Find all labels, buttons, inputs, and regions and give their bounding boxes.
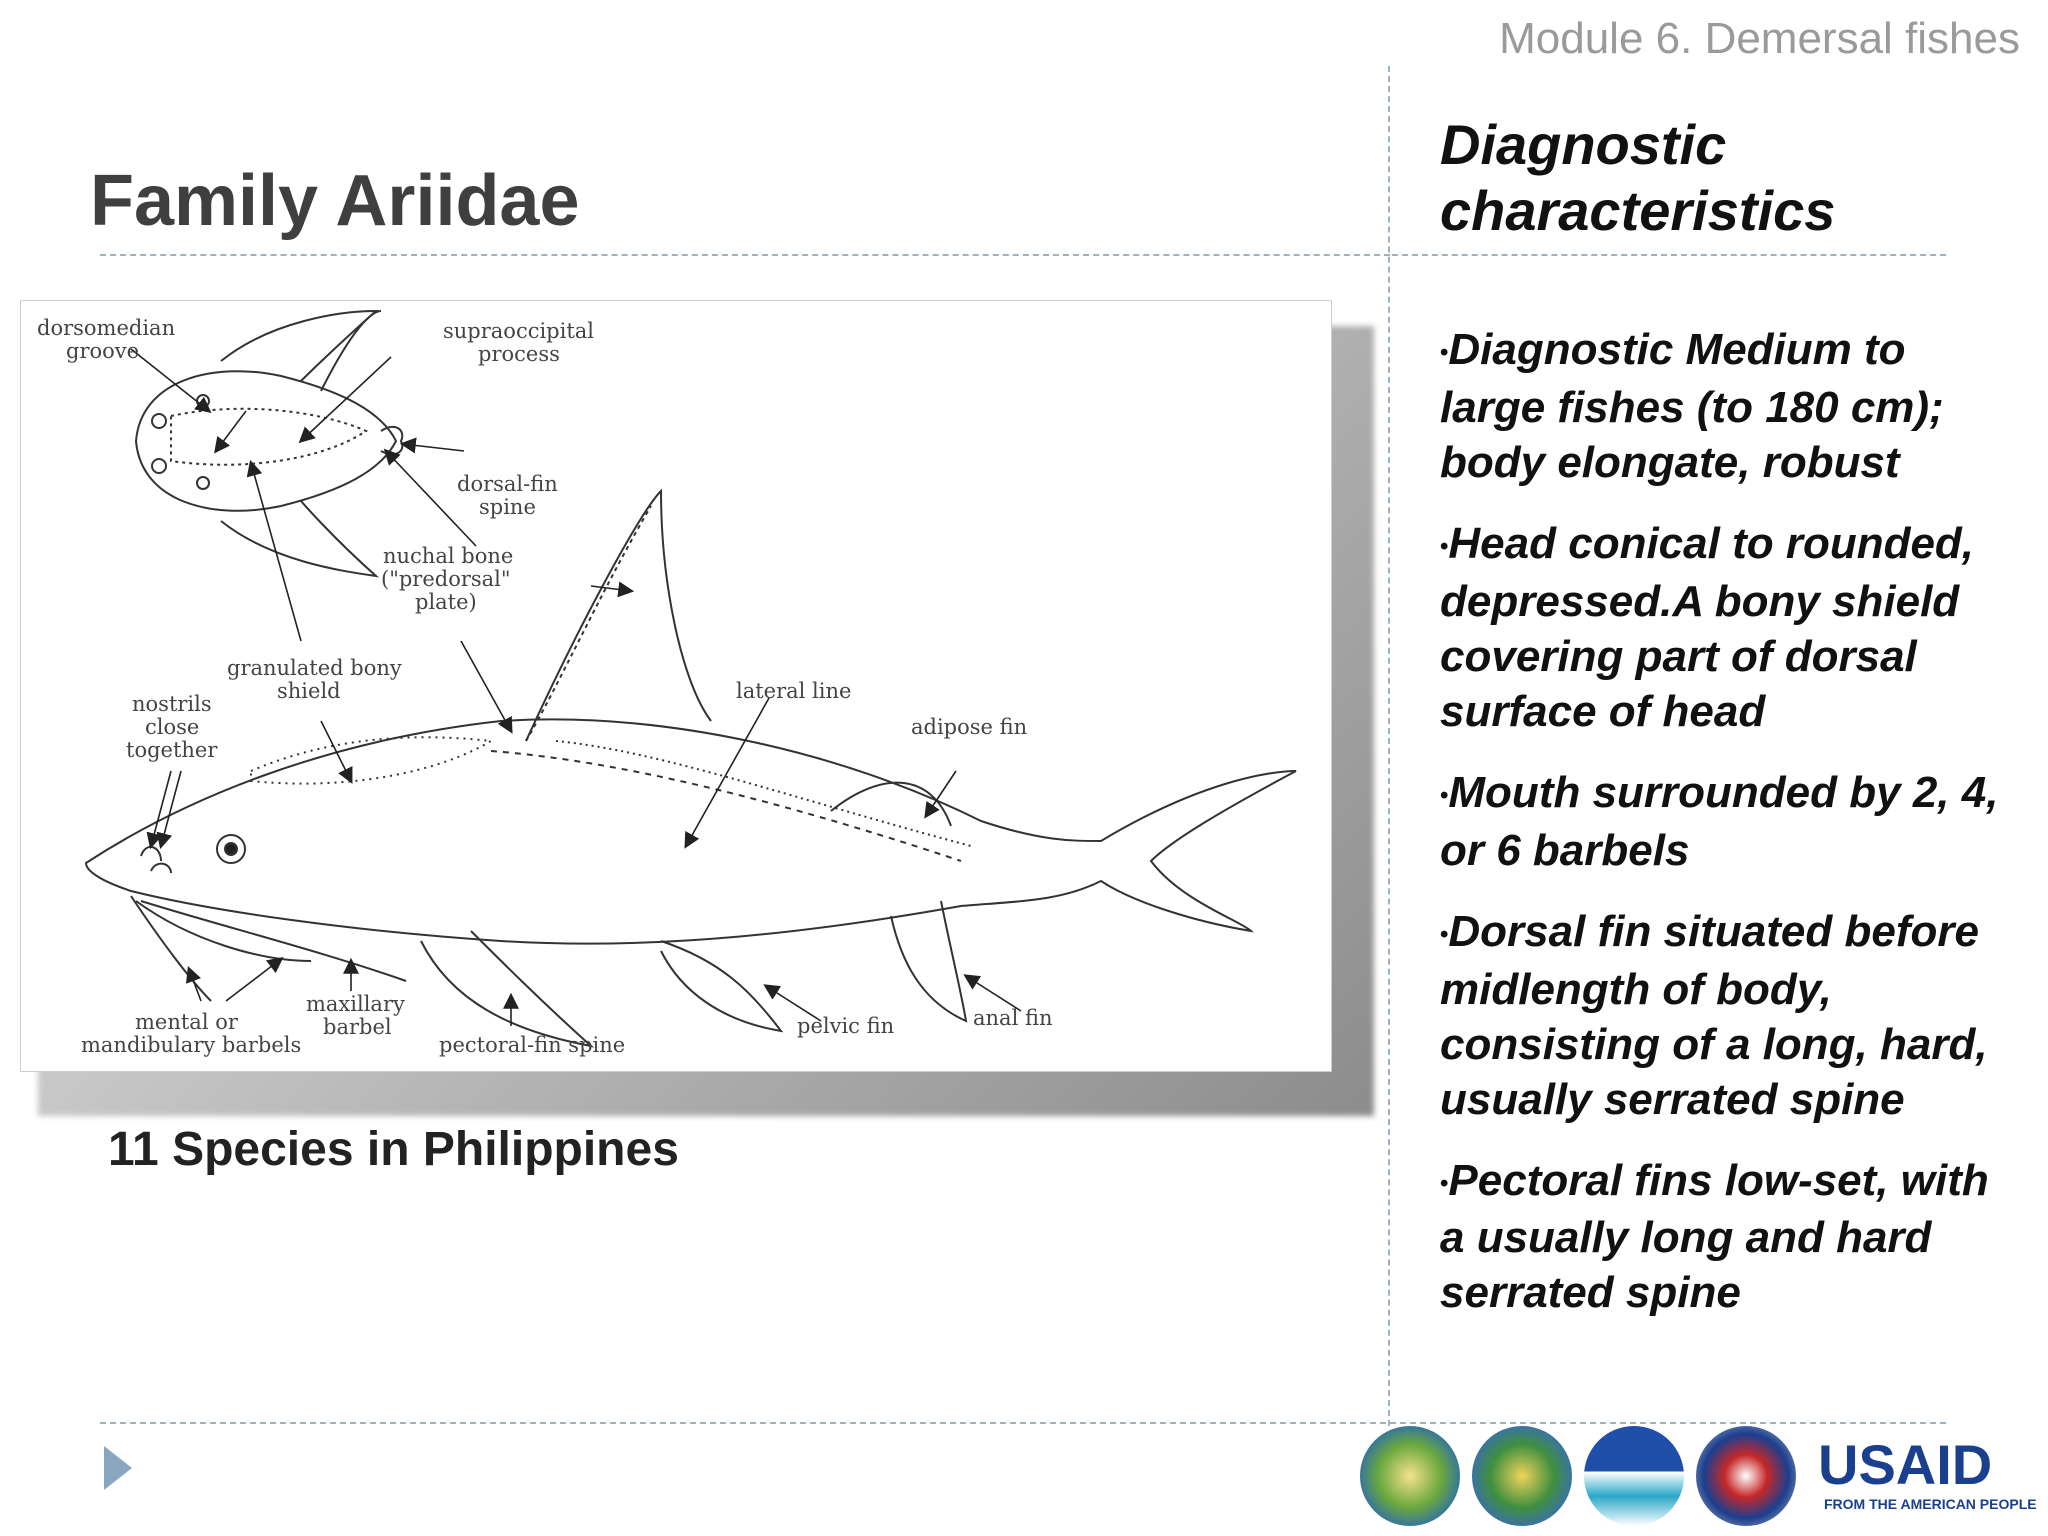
- bullet-dot-icon: •: [1440, 781, 1449, 809]
- module-label: Module 6. Demersal fishes: [1499, 14, 2020, 63]
- label-pelvic-fin: pelvic fin: [797, 1014, 895, 1038]
- slide-title: Family Ariidae: [90, 161, 580, 241]
- bullet-item: •Head conical to rounded, depressed.A bony shield covering part of dorsal surface of head: [1440, 518, 1975, 736]
- usaid-tagline: FROM THE AMERICAN PEOPLE: [1824, 1496, 2037, 1512]
- label-lateral-line: lateral line: [736, 679, 852, 703]
- bullet-item: •Dorsal fin situated before midlength of body, consisting of a long, hard, usually serrated spine: [1440, 906, 1988, 1124]
- label-dorsomedian-1: dorsomedian: [37, 316, 176, 340]
- body-lateral-view: [86, 491, 1296, 1046]
- label-dorsalfin-1: dorsal-fin: [457, 472, 558, 496]
- next-slide-arrow-icon[interactable]: [104, 1446, 132, 1490]
- bullet-item: •Pectoral fins low-set, with a usually long and hard serrated spine: [1440, 1155, 1989, 1318]
- label-arrows: [131, 349, 1021, 1026]
- diagnostic-heading-line2: characteristics: [1440, 179, 1836, 242]
- agency-seal-1-icon: [1360, 1426, 1460, 1526]
- label-granulated-2: shield: [277, 679, 341, 703]
- label-nostrils-3: together: [126, 738, 218, 762]
- catfish-diagram: [21, 301, 1331, 1071]
- label-mental-2: mandibulary barbels: [81, 1033, 302, 1057]
- label-maxillary-1: maxillary: [306, 992, 405, 1016]
- label-pectoral-spine: pectoral-fin spine: [439, 1033, 626, 1057]
- label-nuchal-2: ("predorsal": [381, 567, 511, 591]
- diagnostic-heading: [1440, 112, 1835, 244]
- label-dorsalfin-2: spine: [479, 495, 536, 519]
- agency-seal-4-icon: [1696, 1426, 1796, 1526]
- label-mental-1: mental or: [135, 1010, 238, 1034]
- figure-container: [20, 300, 1380, 1130]
- head-dorsal-view: [136, 311, 402, 576]
- label-nostrils-2: close: [145, 715, 200, 739]
- diagnostic-bullet-list: [1440, 322, 2000, 1346]
- bullet-item: •Diagnostic Medium to large fishes (to 180 cm); body elongate, robust: [1440, 325, 1944, 487]
- label-adipose-fin: adipose fin: [911, 715, 1028, 739]
- catfish-illustration: [20, 300, 1332, 1072]
- agency-seal-2-icon: [1472, 1426, 1572, 1526]
- label-dorsomedian-2: groove: [66, 339, 140, 363]
- column-divider: [1388, 66, 1390, 1426]
- bullet-dot-icon: •: [1440, 338, 1449, 366]
- bullet-item: •Mouth surrounded by 2, 4, or 6 barbels: [1440, 767, 1999, 875]
- label-supraoccipital-1: supraoccipital: [443, 319, 595, 343]
- label-supraoccipital-2: process: [478, 342, 560, 366]
- species-count-note: 11 Species in Philippines: [108, 1123, 679, 1176]
- heading-divider: [1392, 254, 1946, 256]
- bullet-dot-icon: •: [1440, 920, 1449, 948]
- title-divider: [100, 254, 1390, 256]
- partner-logos: [1360, 1416, 2040, 1534]
- label-anal-fin: anal fin: [973, 1006, 1053, 1030]
- bullet-dot-icon: •: [1440, 1169, 1449, 1197]
- usaid-logo: USAID: [1818, 1433, 1993, 1496]
- label-maxillary-2: barbel: [323, 1015, 392, 1039]
- agency-seal-3-icon: [1584, 1426, 1684, 1526]
- label-nuchal-3: plate): [415, 590, 477, 614]
- label-nuchal-1: nuchal bone: [383, 544, 514, 568]
- bullet-dot-icon: •: [1440, 532, 1449, 560]
- label-nostrils-1: nostrils: [132, 692, 212, 716]
- label-granulated-1: granulated bony: [227, 656, 402, 680]
- diagnostic-heading-line1: Diagnostic: [1440, 113, 1727, 176]
